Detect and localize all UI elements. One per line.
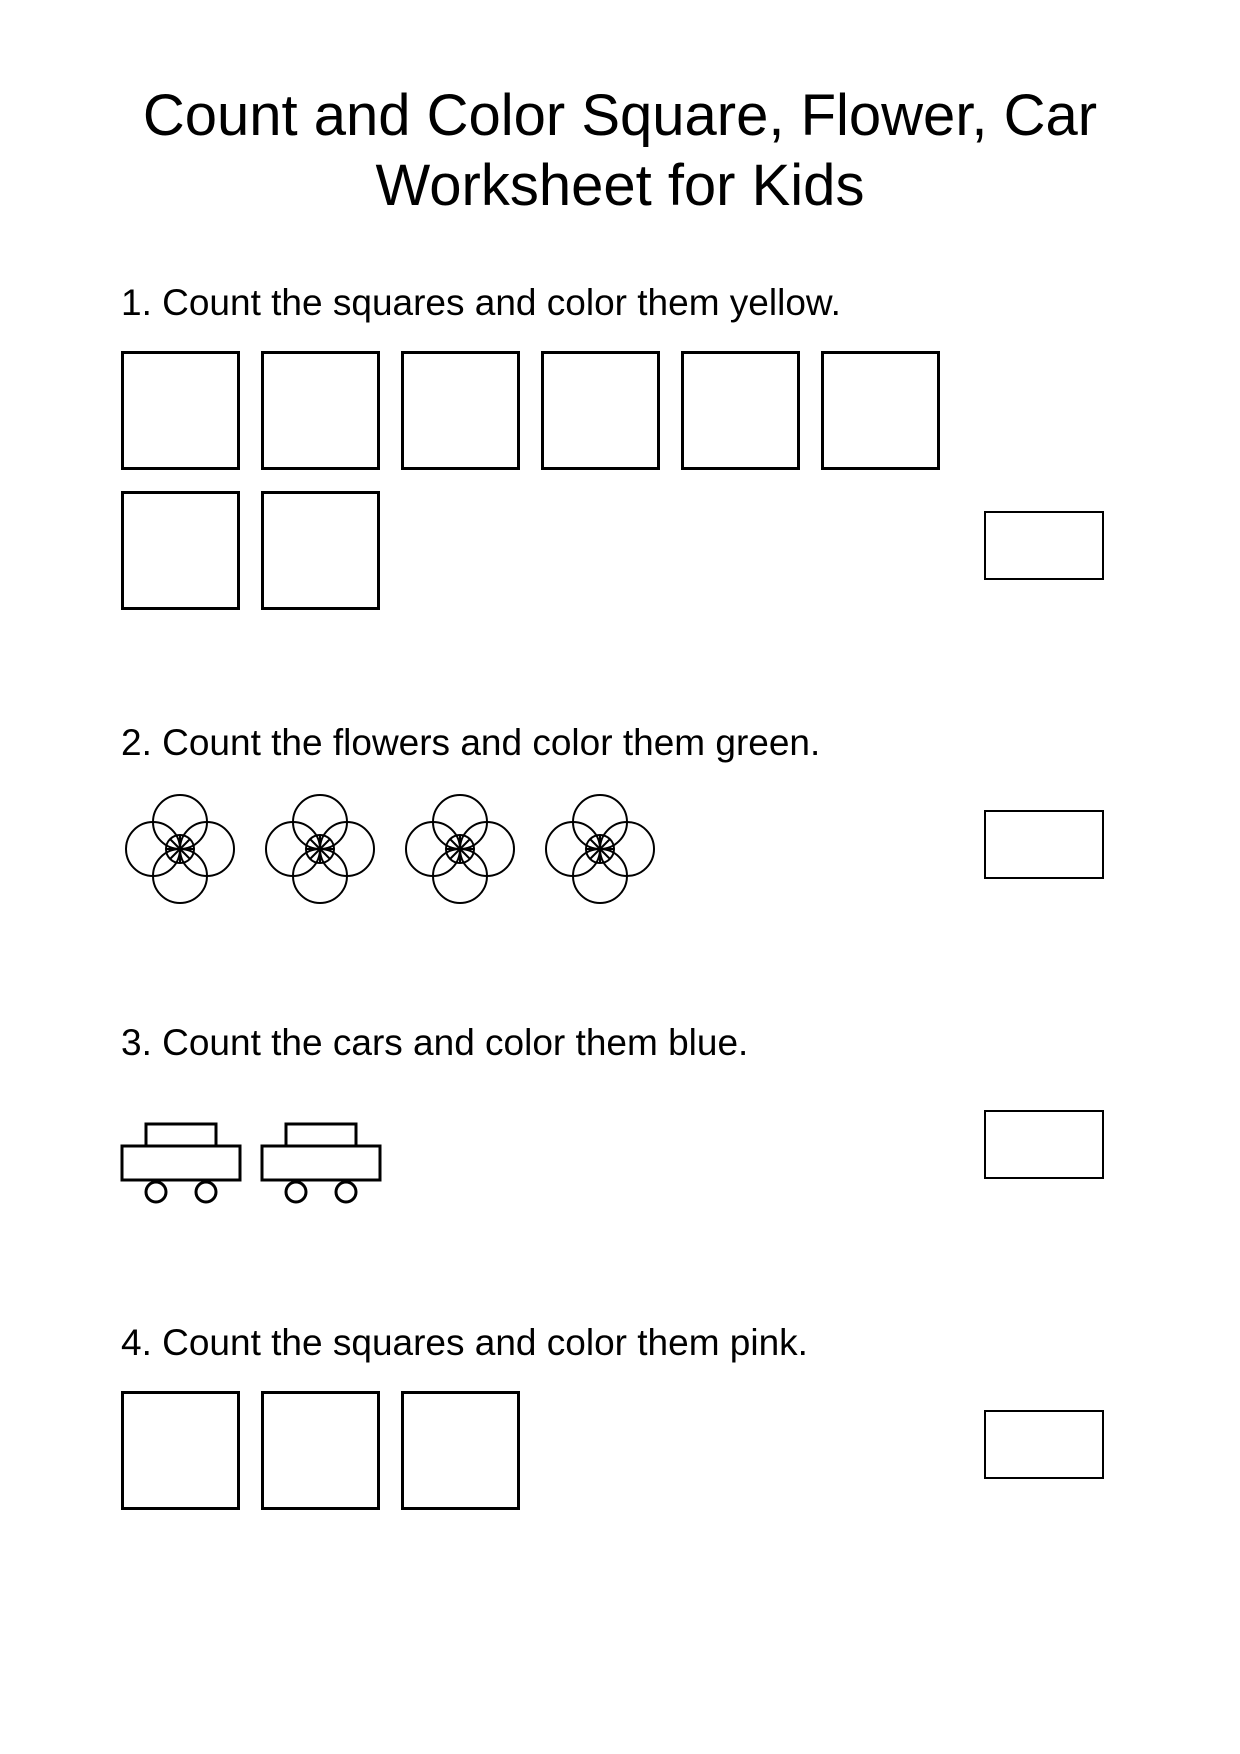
square-shape bbox=[541, 351, 660, 470]
page-title-line-1: Count and Color Square, Flower, Car bbox=[142, 83, 1098, 148]
square-shape bbox=[121, 1391, 240, 1510]
square-shape bbox=[121, 491, 240, 610]
square-shape bbox=[121, 351, 240, 470]
question-4-text: 4. Count the squares and color them pink. bbox=[121, 1322, 808, 1363]
square-shape bbox=[261, 491, 380, 610]
flower-icon bbox=[261, 793, 381, 905]
flower-icon bbox=[541, 793, 661, 905]
square-shape bbox=[261, 351, 380, 470]
question-2-text: 2. Count the flowers and color them green. bbox=[121, 722, 821, 763]
answer-box-2[interactable] bbox=[984, 810, 1104, 879]
square-shape bbox=[681, 351, 800, 470]
answer-box-4[interactable] bbox=[984, 1410, 1104, 1479]
question-3-text: 3. Count the cars and color them blue. bbox=[121, 1022, 749, 1063]
flower-icon bbox=[121, 793, 241, 905]
car-icon bbox=[258, 1120, 384, 1212]
square-shape bbox=[261, 1391, 380, 1510]
car-icon bbox=[118, 1120, 244, 1212]
page-title-line-2: Worksheet for Kids bbox=[375, 153, 865, 218]
flower-icon bbox=[401, 793, 521, 905]
square-shape bbox=[401, 351, 520, 470]
answer-box-3[interactable] bbox=[984, 1110, 1104, 1179]
question-1-text: 1. Count the squares and color them yellow. bbox=[121, 282, 841, 323]
square-shape bbox=[821, 351, 940, 470]
square-shape bbox=[401, 1391, 520, 1510]
answer-box-1[interactable] bbox=[984, 511, 1104, 580]
